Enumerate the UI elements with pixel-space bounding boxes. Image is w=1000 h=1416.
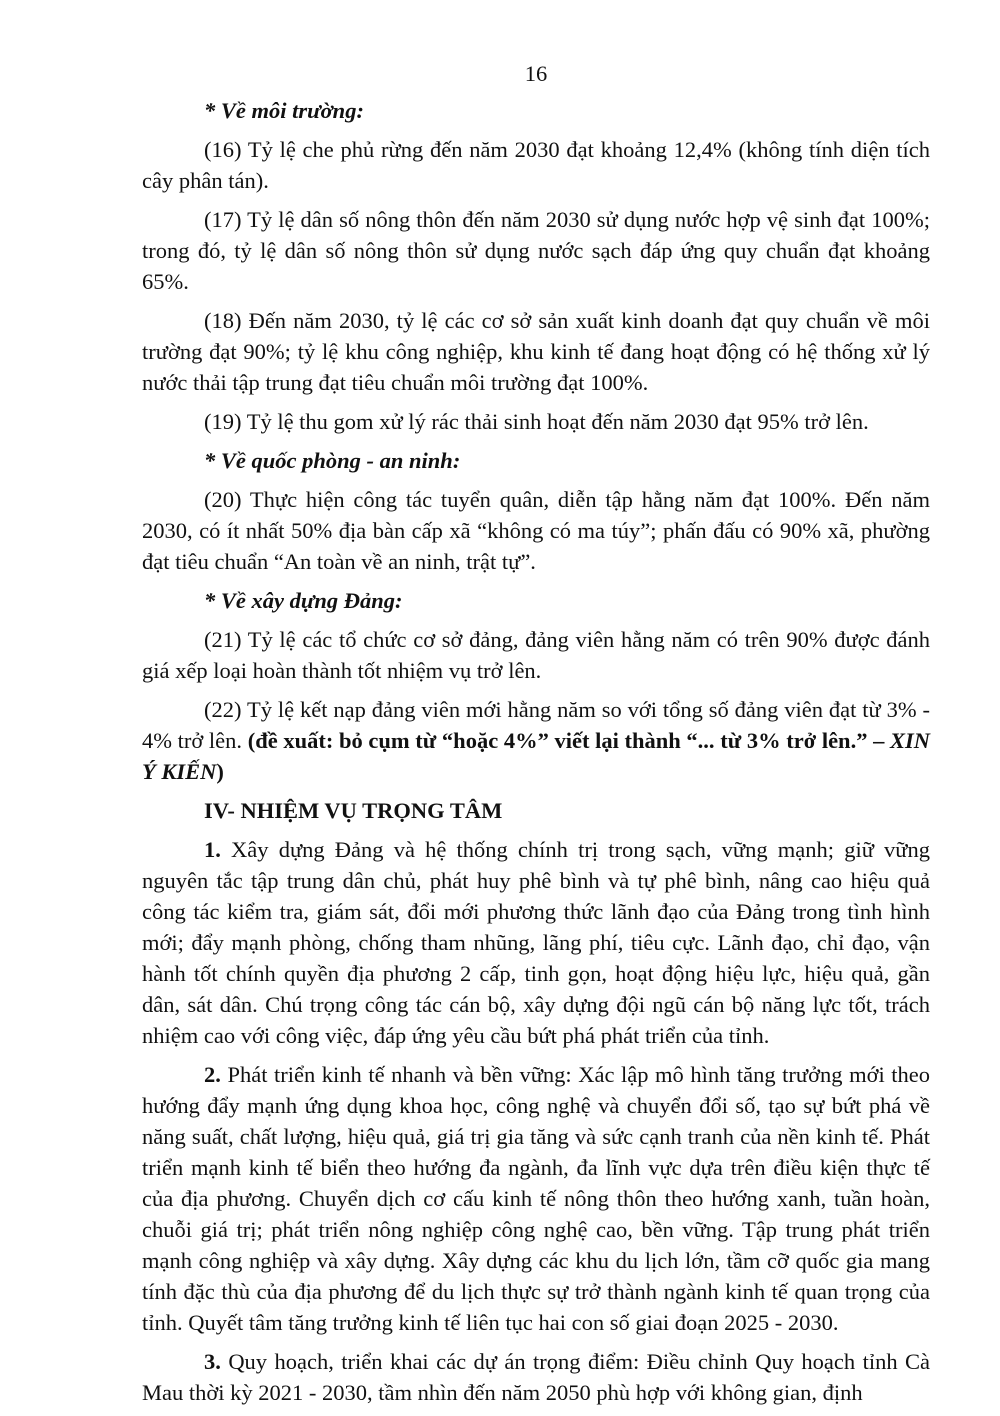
target-19: (19) Tỷ lệ thu gom xử lý rác thải sinh hoạt đến năm 2030 đạt 95% trở lên. xyxy=(204,409,869,434)
page-number: 16 xyxy=(524,61,548,86)
target-16: (16) Tỷ lệ che phủ rừng đến năm 2030 đạt khoảng 12,4% (không tính diện tích cây phân tán). xyxy=(142,137,930,193)
task-1 xyxy=(142,834,930,1051)
target-21: (21) Tỷ lệ các tổ chức cơ sở đảng, đảng viên hằng năm có trên 90% được đánh giá xếp loại hoàn thành tốt nhiệm vụ trở lên. xyxy=(142,627,930,683)
party-heading: * Về xây dựng Đảng: xyxy=(204,588,403,613)
task-3 xyxy=(142,1346,930,1408)
task-2 xyxy=(142,1059,930,1338)
task-3-number: 3. xyxy=(204,1349,221,1374)
target-20: (20) Thực hiện công tác tuyển quân, diễn tập hằng năm đạt 100%. Đến năm 2030, có ít nhất 50% địa bàn cấp xã “không có ma túy”; phấn đấu có 90% xã, phường đạt tiêu chuẩn “An toàn về an ninh, trật tự”. xyxy=(142,487,930,574)
task-2-text: Phát triển kinh tế nhanh và bền vững: Xác lập mô hình tăng trưởng mới theo hướng đẩy mạnh ứng dụng khoa học, công nghệ và chuyển đổi số, tạo sự bứt phá về năng suất, chất lượng, hiệu quả, giá trị gia tăng và sức cạnh tranh của nền kinh tế. Phát triển mạnh kinh tế biển theo hướng đa ngành, đa lĩnh vực dựa trên điều kiện thực tế của địa phương. Chuyển dịch cơ cấu kinh tế nông thôn theo hướng xanh, tuần hoàn, chuỗi giá trị; phát triển nông nghiệp công nghệ cao, bền vững. Tập trung phát triển mạnh công nghiệp và xây dựng. Xây dựng các khu du lịch lớn, tầm cỡ quốc gia mang tính đặc thù của địa phương để du lịch thực sự trở thành ngành kinh tế quan trọng của tỉnh. Quyết tâm tăng trưởng kinh tế liên tục hai con số giai đoạn 2025 - 2030. xyxy=(142,1062,931,1335)
environment-heading: * Về môi trường: xyxy=(204,98,364,123)
task-1-text: Xây dựng Đảng và hệ thống chính trị trong sạch, vững mạnh; giữ vững nguyên tắc tập trung dân chủ, phát huy phê bình và tự phê bình, nâng cao hiệu quả công tác kiểm tra, giám sát, đổi mới phương thức lãnh đạo của Đảng trong tình hình mới; đẩy mạnh phòng, chống tham nhũng, lãng phí, tiêu cực. Lãnh đạo, chỉ đạo, vận hành tốt chính quyền địa phương 2 cấp, tinh gọn, hoạt động hiệu lực, hiệu quả, gần dân, sát dân. Chú trọng công tác cán bộ, xây dựng đội ngũ cán bộ năng lực tốt, trách nhiệm cao với công việc, đáp ứng yêu cầu bứt phá phát triển của tỉnh. xyxy=(142,837,931,1048)
defense-heading: * Về quốc phòng - an ninh: xyxy=(204,448,461,473)
target-22-note-request: XIN Ý KIẾN xyxy=(142,728,931,784)
target-22-note-text: (đề xuất: bỏ cụm từ “hoặc 4%” viết lại thành “... từ 3% trở lên.” – xyxy=(247,728,890,753)
target-22-note xyxy=(142,728,930,784)
target-22 xyxy=(142,694,930,787)
document-page xyxy=(142,58,930,1416)
tasks-heading: IV- NHIỆM VỤ TRỌNG TÂM xyxy=(204,798,503,823)
target-22-text: (22) Tỷ lệ kết nạp đảng viên mới hằng năm so với tổng số đảng viên đạt từ 3% - 4% trở lên. xyxy=(142,697,930,753)
target-17: (17) Tỷ lệ dân số nông thôn đến năm 2030 sử dụng nước hợp vệ sinh đạt 100%; trong đó, tỷ lệ dân số nông thôn sử dụng nước sạch đáp ứng quy chuẩn đạt khoảng 65%. xyxy=(142,207,930,294)
task-3-text: Quy hoạch, triển khai các dự án trọng điểm: Điều chỉnh Quy hoạch tỉnh Cà Mau thời kỳ 2021 - 2030, tầm nhìn đến năm 2050 phù hợp với không gian, định xyxy=(142,1349,930,1405)
target-22-note-close: ) xyxy=(216,759,224,784)
task-1-number: 1. xyxy=(204,837,221,862)
task-2-number: 2. xyxy=(204,1062,221,1087)
target-18: (18) Đến năm 2030, tỷ lệ các cơ sở sản xuất kinh doanh đạt quy chuẩn về môi trường đạt 90%; tỷ lệ khu công nghiệp, khu kinh tế đang hoạt động có hệ thống xử lý nước thải tập trung đạt tiêu chuẩn môi trường đạt 100%. xyxy=(142,308,930,395)
